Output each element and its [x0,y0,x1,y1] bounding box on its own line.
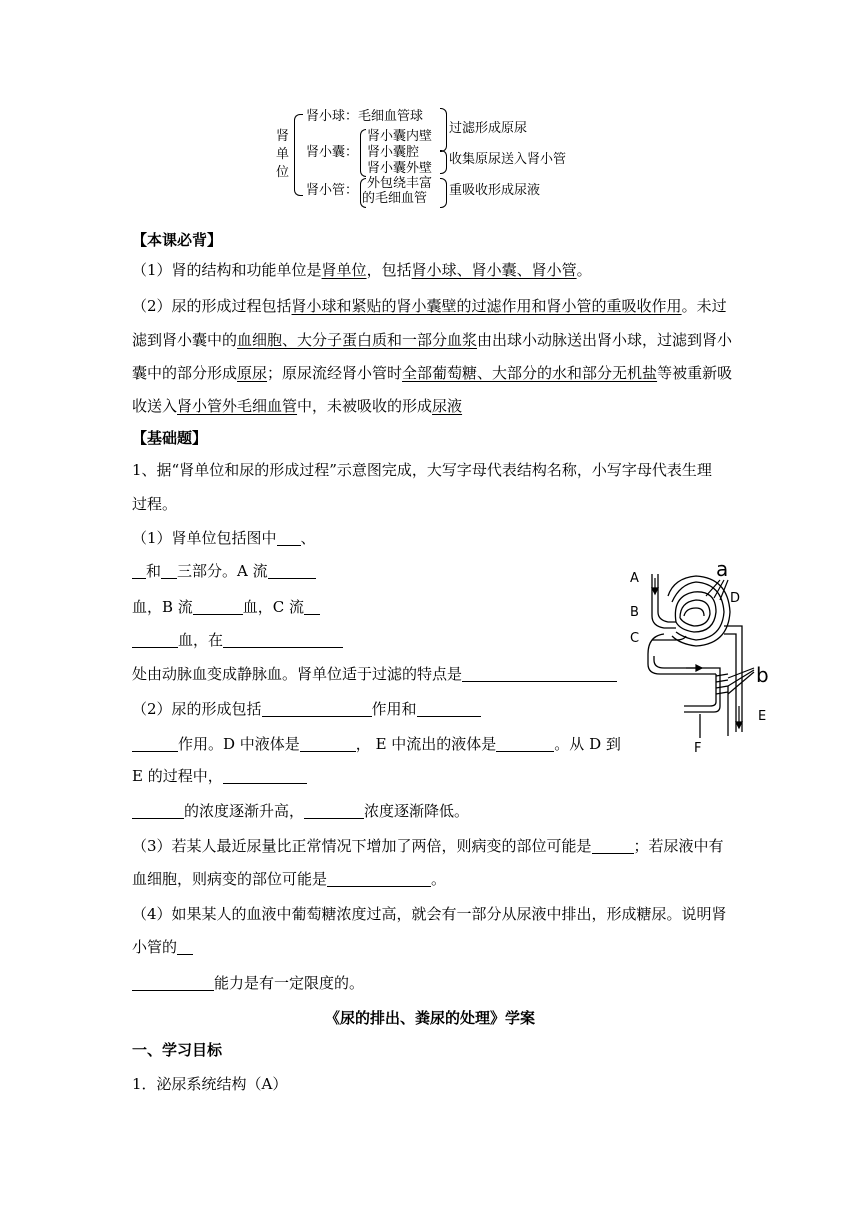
diagram-label-e-upper: E [758,709,767,724]
q1-intro: 1、据“肾单位和尿的形成过程”示意图完成，大写字母代表结构名称，小写字母代表生理 [132,461,712,479]
q1-1-line-e: 处由动脉血变成静脉血。肾单位适于过滤的特点是 [132,664,617,684]
must-recite-heading: 【本课必背】 [132,231,223,249]
diagram-label-b-lower: b [756,663,769,687]
answer-blank[interactable] [268,562,316,579]
next-item-1: 1．泌尿系统结构（A） [132,1075,288,1093]
diagram-label-a-upper: A [630,571,639,586]
tree-capsule-sub-1: 肾小囊内壁 [367,129,433,144]
answer-blank[interactable] [132,631,178,648]
q1-2-line-c: E 的过程中， [132,766,307,786]
answer-blank[interactable] [193,598,243,615]
answer-blank[interactable] [327,870,431,887]
diagram-label-d-upper: D [730,591,741,606]
q1-4-line-c: 能力是有一定限度的。 [132,973,364,993]
tree-result-3: 重吸收形成尿液 [449,183,541,198]
q1-3-line-a: （3）若某人最近尿量比正常情况下增加了两倍，则病变的部位可能是 ；若尿液中有 [132,837,724,855]
answer-blank[interactable] [496,735,554,752]
q1-1-line-d: 血，在 [132,630,343,650]
diagram-label-f-upper: F [694,741,702,756]
tree-tubule-sub-1: 外包绕丰富 [367,176,433,191]
tree-item-glomerulus: 肾小球：毛细血管球 [306,109,424,124]
tree-item-tubule: 肾小管： [306,183,359,198]
next-section-1: 一、学习目标 [132,1041,223,1059]
recite-p2-line3: 囊中的部分形成原尿；原尿流经肾小管时全部葡萄糖、大部分的水和部分无机盐等被重新吸 [132,364,733,382]
tree-root: 肾单位 [276,129,290,180]
basic-heading: 【基础题】 [132,429,208,447]
tree-brace-3 [440,178,447,208]
q1-4-line-b: 小管的 [132,937,193,957]
nephron-diagram [624,556,784,756]
answer-blank[interactable] [132,562,146,579]
answer-blank[interactable] [592,837,634,854]
q1-2-line-a: （2）尿的形成包括 作用和 [132,699,481,719]
q1-3-line-b: 血细胞，则病变的部位可能是 。 [132,870,447,888]
tree-capsule-sub-2: 肾小囊腔 [367,145,420,160]
recite-p2-line2: 滤到肾小囊中的血细胞、大分子蛋白质和一部分血浆由出球小动脉送出肾小球，过滤到肾小 [132,331,733,349]
answer-blank[interactable] [462,665,617,682]
recite-p2-line1: （2）尿的形成过程包括肾小球和紧贴的肾小囊壁的过滤作用和肾小管的重吸收作用。未过 [132,297,727,315]
answer-blank[interactable] [132,974,214,991]
recite-p2-line4: 收送入肾小管外毛细血管中，未被吸收的形成尿液 [132,397,463,415]
diagram-label-b-upper: B [630,605,639,620]
q1-4-line-a: （4）如果某人的血液中葡萄糖浓度过高，就会有一部分从尿液中排出，形成糖尿。说明肾 [132,905,727,923]
answer-blank[interactable] [223,767,307,784]
answer-blank[interactable] [304,802,364,819]
answer-blank[interactable] [300,735,356,752]
q1-intro-2: 过程。 [132,495,178,513]
answer-blank[interactable] [177,938,193,955]
tree-tubule-sub-2: 的毛细血管 [362,191,428,206]
answer-blank[interactable] [417,700,481,717]
tree-capsule-brace [360,129,366,177]
q1-1-line-b: 和 三部分。A 流 [132,561,316,581]
answer-blank[interactable] [304,598,320,615]
q1-2-line-b: 作用。D 中液体是 ， E 中流出的液体是 。从 D 到 [132,734,621,754]
tree-root-brace [294,114,303,196]
next-title: 《尿的排出、粪尿的处理》学案 [324,1009,535,1027]
answer-blank[interactable] [132,735,178,752]
tree-item-capsule: 肾小囊： [306,145,359,160]
tree-capsule-sub-3: 肾小囊外壁 [367,161,433,176]
tree-result-1: 过滤形成原尿 [449,121,528,136]
answer-blank[interactable] [223,631,343,648]
q1-1-line-a: （1）肾单位包括图中 、 [132,529,316,547]
q1-1-line-c: 血，B 流 血，C 流 [132,597,320,617]
q1-2-line-d: 的浓度逐渐升高， 浓度逐渐降低。 [132,801,469,821]
tree-result-2: 收集原尿送入肾小管 [449,152,567,167]
diagram-label-a-lower: a [716,557,729,581]
tree-brace-2 [440,150,447,174]
recite-p1: （1）肾的结构和功能单位是肾单位，包括肾小球、肾小囊、肾小管。 [132,261,592,279]
diagram-label-c-upper: C [630,631,640,646]
answer-blank[interactable] [262,700,372,717]
tree-brace-1 [440,108,447,152]
answer-blank[interactable] [132,802,184,819]
answer-blank[interactable] [277,529,301,546]
answer-blank[interactable] [161,562,177,579]
